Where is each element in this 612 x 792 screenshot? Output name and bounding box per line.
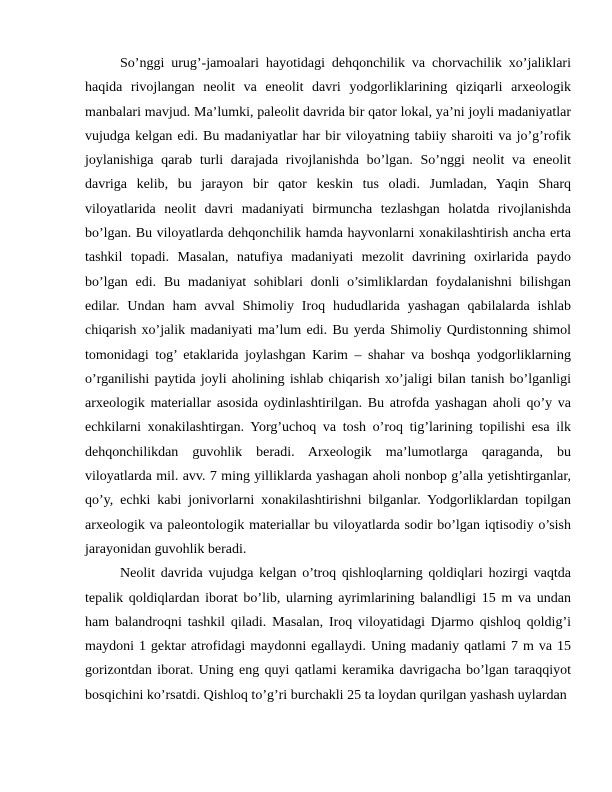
paragraph-2: Neolit davrida vujudga kelgan o’troq qishloqlarning qoldiqlari hozirgi vaqtda tepalik qoldiqlardan iborat bo’lib, ularning ayrimlarining balandligi 15 m va undan ham balandroqni tashkil qiladi. Masalan, Iroq viloyatidagi Djarmo qishloq qoldig’i maydoni 1 gektar atrofidagi maydonni egallaydi. Uning madaniy qatlami 7 m va 15 gorizontdan iborat. Uning eng quyi qatlami keramika davrigacha bo’lgan taraqqiyot bosqichini ko’rsatdi. Qishloq to’g’ri burchakli 25 ta loydan qurilgan yashash uylardan	[85, 566, 571, 703]
paragraph-1: So’nggi urug’-jamoalari hayotidagi dehqonchilik va chorvachilik xo’jaliklari haqida rivojlangan neolit va eneolit davri yodgorliklarining qiziqarli arxeologik manbalari mavjud. Ma’lumki, paleolit davrida bir qator lokal, ya’ni joyli madaniyatlar vujudga kelgan edi. Bu madaniyatlar har bir viloyatning tabiiy sharoiti va jo’g’rofik joylanishiga qarab turli darajada rivojlanishda bo’lgan. So’nggi neolit va eneolit davriga kelib, bu jarayon bir qator keskin tus oladi. Jumladan, Yaqin Sharq viloyatlarida neolit davri madaniyati birmuncha tezlashgan holatda rivojlanishda bo’lgan. Bu viloyatlarda dehqonchilik hamda hayvonlarni xonakilashtirish ancha erta tashkil topadi. Masalan, natufiya madaniyati mezolit davrining oxirlarida paydo bo’lgan edi. Bu madaniyat sohiblari donli o’simliklardan foydalanishni bilishgan edilar. Undan ham avval Shimoliy Iroq hududlarida yashagan qabilalarda ishlab chiqarish xo’jalik madaniyati ma’lum edi. Bu yerda Shimoliy Qurdistonning shimol tomonidagi tog’ etaklarida joylashgan Karim – shahar va boshqa yodgorliklarning o’rganilishi paytida joyli aholining ishlab chiqarish xo’jaligi bilan tanish bo’lganligi arxeologik materiallar asosida oydinlashtirilgan. Bu atrofda yashagan aholi qo’y va echkilarni xonakilashtirgan. Yorg’uchoq va tosh o’roq tig’larining topilishi esa ilk dehqonchilikdan guvohlik beradi. Arxeologik ma’lumotlarga qaraganda, bu viloyatlarda mil. avv. 7 ming yilliklarda yashagan aholi nonbop g’alla yetishtirganlar, qo’y, echki kabi jonivorlarni xonakilashtirishni bilganlar. Yodgorliklardan topilgan arxeologik va paleontologik materiallar bu viloyatlarda sodir bo’lgan iqtisodiy o’sish jarayonidan guvohlik beradi.	[85, 56, 571, 557]
document-body	[85, 52, 571, 708]
